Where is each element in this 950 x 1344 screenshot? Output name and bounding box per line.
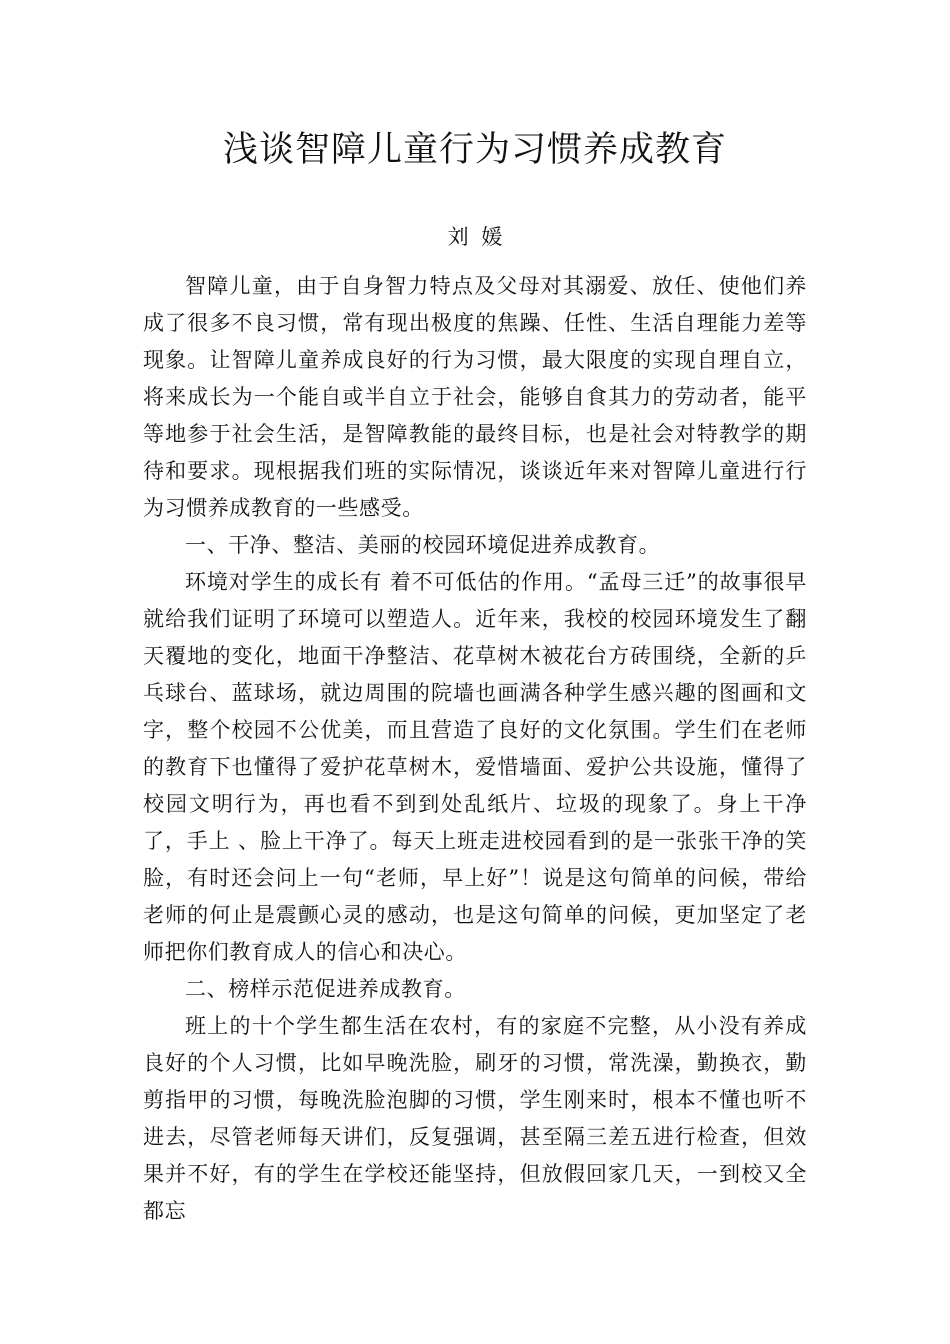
paragraph-heading-1: 一、干净、整洁、美丽的校园环境促进养成教育。 [185, 533, 661, 557]
document-title: 浅谈智障儿童行为习惯养成教育 [222, 130, 727, 170]
paragraph-environment: 环境对学生的成长有 着不可低估的作用。“孟母三迁”的故事很早就给我们证明了环境可以塑造人。近年来，我校的校园环境发生了翻天覆地的变化，地面干净整洁、花草树木被花台方砖围绕，全新的乒乓球台、蓝球场，就边周围的院墙也画满各种学生感兴趣的图画和文字，整个校园不公优美，而且营造了良好的文化氛围。学生们在老师的教育下也懂得了爱护花草树木，爱惜墙面、爱护公共设施，懂得了校园文明行为，再也看不到到处乱纸片、垃圾的现象了。身上干净了，手上 、脸上干净了。每天上班走进校园看到的是一张张干净的笑脸，有时还会问上一句“老师，早上好”！说是这句简单的问候，带给老师的何止是震颤心灵的感动，也是这句简单的问候，更加坚定了老师把你们教育成人的信心和决心。 [143, 570, 807, 964]
document-body [143, 268, 807, 1230]
document-author: 刘 媛 [447, 225, 503, 249]
paragraph-role-model: 班上的十个学生都生活在农村，有的家庭不完整，从小没有养成良好的个人习惯，比如早晚洗脸，刷牙的习惯，常洗澡，勤换衣，勤剪指甲的习惯，每晚洗脸泡脚的习惯，学生刚来时，根本不懂也听不进去，尽管老师每天讲们，反复强调，甚至隔三差五进行检查，但效果并不好，有的学生在学校还能坚持，但放假回家几天，一到校又全都忘 [143, 1014, 807, 1223]
paragraph-heading-2: 二、榜样示范促进养成教育。 [185, 977, 466, 1001]
paragraph-intro: 智障儿童，由于自身智力特点及父母对其溺爱、放任、使他们养成了很多不良习惯，常有现出极度的焦躁、任性、生活自理能力差等现象。让智障儿童养成良好的行为习惯，最大限度的实现自理自立，将来成长为一个能自或半自立于社会，能够自食其力的劳动者，能平等地参于社会生活，是智障教能的最终目标，也是社会对特教学的期待和要求。现根据我们班的实际情况，谈谈近年来对智障儿童进行行为习惯养成教育的一些感受。 [143, 274, 807, 520]
